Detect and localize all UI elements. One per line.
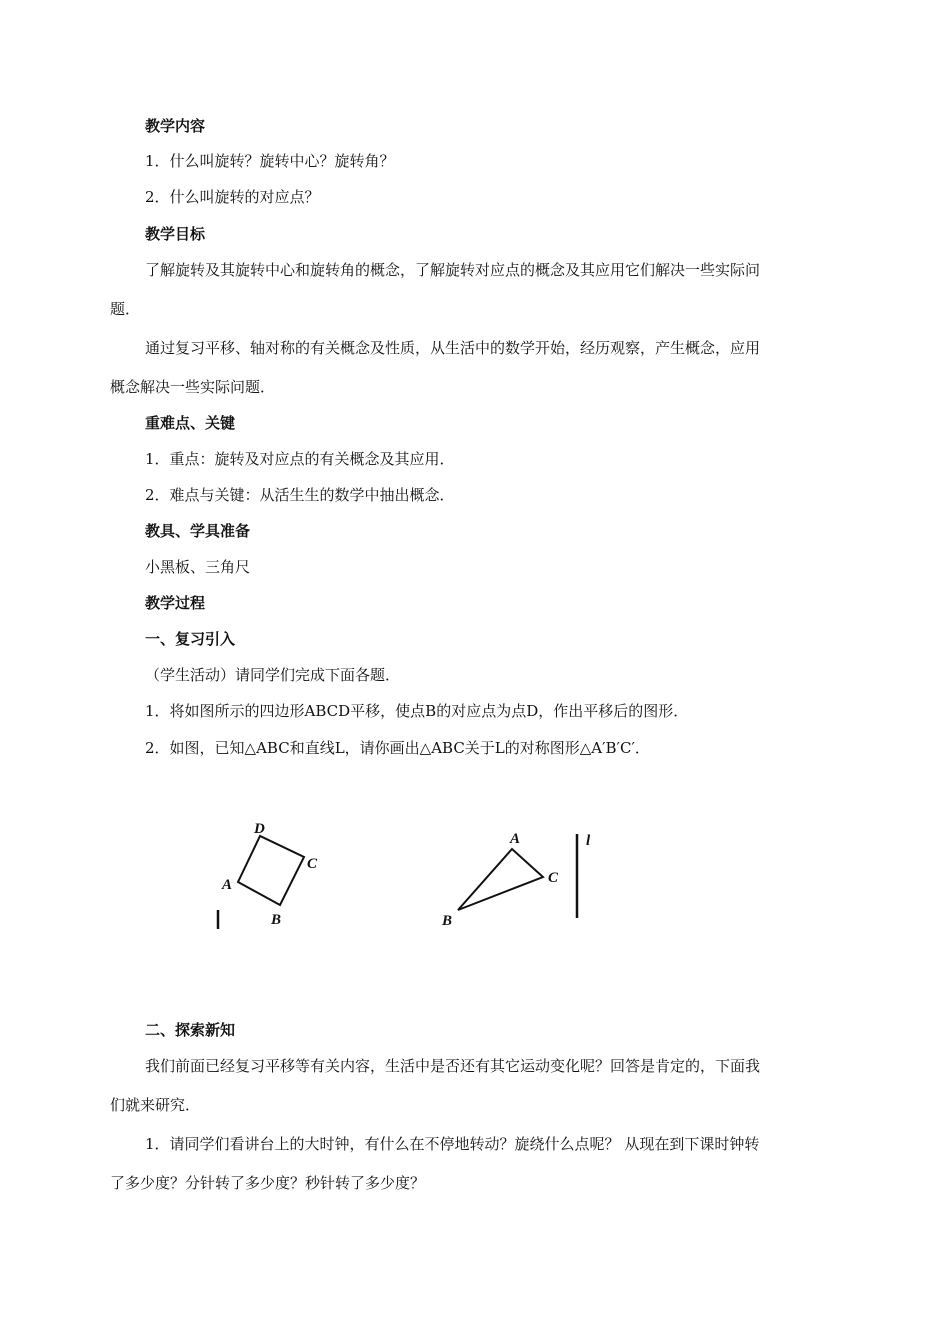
- key-item-1: 1．重点：旋转及对应点的有关概念及其应用．: [145, 450, 455, 468]
- review-item-1: 1．将如图所示的四边形ABCD平移，使点B的对应点为点D，作出平移后的图形．: [145, 702, 689, 720]
- key-item-2: 2．难点与关键：从活生生的数学中抽出概念．: [145, 486, 455, 504]
- label-d: D: [254, 821, 265, 837]
- goal-paragraph-2b: 概念解决一些实际问题．: [110, 378, 276, 396]
- goal-paragraph-2a: 通过复习平移、轴对称的有关概念及性质，从生活中的数学开始，经历观察，产生概念，应用: [145, 339, 761, 357]
- label-c: C: [307, 856, 318, 872]
- content-item-2: 2．什么叫旋转的对应点？: [145, 188, 320, 206]
- triangle-abc: [458, 849, 543, 910]
- explore-paragraph-2b: 了多少度？分针转了多少度？秒针转了多少度？: [110, 1174, 426, 1192]
- review-intro: （学生活动）请同学们完成下面各题．: [145, 666, 401, 684]
- review-item-2: 2．如图，已知△ABC和直线L，请你画出△ABC关于L的对称图形△A′B′C′．: [145, 739, 650, 757]
- label-tri-c: C: [548, 870, 559, 886]
- heading-teaching-content: 教学内容: [145, 117, 206, 135]
- label-a: A: [222, 877, 233, 893]
- heading-teaching-goals: 教学目标: [145, 225, 206, 243]
- goal-paragraph-1b: 题．: [110, 300, 141, 318]
- explore-paragraph-1a: 我们前面已经复习平移等有关内容，生活中是否还有其它运动变化呢？回答是肯定的，下面我: [145, 1057, 761, 1075]
- label-b: B: [271, 912, 282, 928]
- label-l: l: [586, 833, 591, 849]
- heading-explore: 二、探索新知: [145, 1021, 236, 1039]
- tools-text: 小黑板、三角尺: [145, 558, 251, 576]
- label-tri-b: B: [442, 913, 453, 929]
- heading-key-points: 重难点、关键: [145, 414, 236, 432]
- heading-teaching-process: 教学过程: [145, 594, 206, 612]
- goal-paragraph-1a: 了解旋转及其旋转中心和旋转角的概念，了解旋转对应点的概念及其应用它们解决一些实际问: [145, 261, 761, 279]
- explore-paragraph-1b: 们就来研究．: [110, 1096, 201, 1114]
- label-tri-a: A: [510, 831, 521, 847]
- heading-review: 一、复习引入: [145, 630, 236, 648]
- content-item-1: 1．什么叫旋转？旋转中心？旋转角？: [145, 152, 395, 170]
- heading-tools: 教具、学具准备: [145, 522, 251, 540]
- quadrilateral-abcd: [238, 836, 304, 905]
- explore-paragraph-2a: 1．请同学们看讲台上的大时钟，有什么在不停地转动？旋绕什么点呢？ 从现在到下课时钟转: [145, 1135, 760, 1153]
